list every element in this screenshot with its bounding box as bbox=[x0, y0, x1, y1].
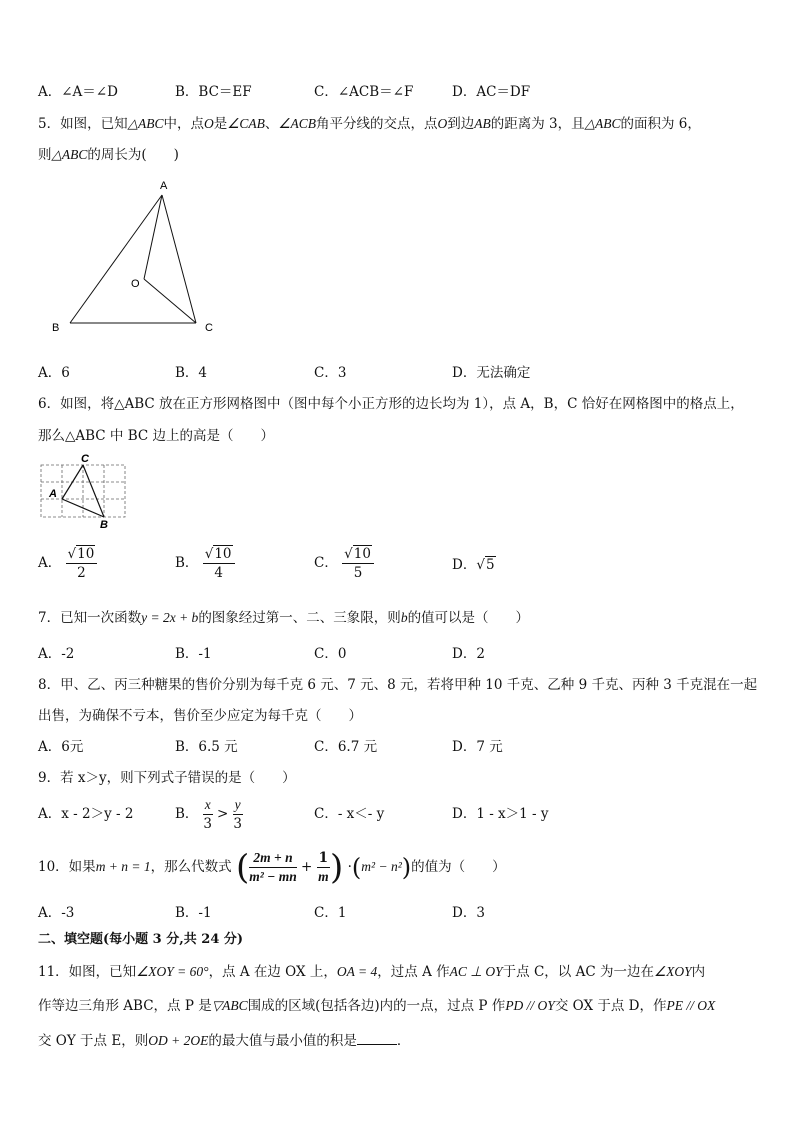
q5-option-d: D．无法确定 bbox=[452, 365, 531, 381]
q10-option-b: B．-1 bbox=[175, 905, 212, 921]
q11-stem-line2: 作等边三角形 ABC，点 P 是▽ABC围成的区域(包括各边)内的一点，过点 P 作PD // OY交 OX 于点 D，作PE // OX bbox=[38, 998, 716, 1014]
q8-stem-line2: 出售，为确保不亏本，售价至少应定为每千克（ ） bbox=[38, 708, 362, 724]
q6-stem-line2: 那么△ABC 中 BC 边上的高是（ ） bbox=[38, 428, 275, 444]
q6-stem-line1: 6．如图，将△ABC 放在正方形网格图中（图中每个小正方形的边长均为 1），点 A，B，C 恰好在网格图中的格点上， bbox=[38, 396, 744, 412]
q5-label-b: B bbox=[52, 322, 60, 334]
q6-option-b: B． $\frac{√10}{4}$ bbox=[175, 545, 235, 582]
q6-option-c: C． $\frac{√10}{5}$ bbox=[314, 545, 374, 582]
section-2-heading: 二、填空题(每小题 3 分,共 24 分) bbox=[38, 932, 244, 947]
q8-stem-line1: 8．甲、乙、丙三种糖果的售价分别为每千克 6 元、7 元、8 元，若将甲种 10 千克、乙种 9 千克、丙种 3 千克混在一起 bbox=[38, 677, 758, 693]
q4-option-d: D．AC＝DF bbox=[452, 84, 531, 100]
q7-option-b: B．-1 bbox=[175, 646, 212, 662]
q5-label-c: C bbox=[205, 322, 213, 334]
q8-option-b: B．6.5 元 bbox=[175, 739, 238, 755]
q8-option-a: A．6元 bbox=[38, 739, 84, 755]
q6-label-c: C bbox=[81, 453, 89, 465]
q7-option-a: A．-2 bbox=[38, 646, 75, 662]
q7-option-d: D．2 bbox=[452, 646, 485, 662]
q5-option-c: C．3 bbox=[314, 365, 347, 381]
q5-option-a: A．6 bbox=[38, 365, 70, 381]
q6-grid-figure bbox=[36, 452, 136, 532]
q5-label-a: A bbox=[160, 180, 168, 192]
q10-option-c: C．1 bbox=[314, 905, 347, 921]
q5-side-ac bbox=[162, 195, 196, 323]
q7-stem: 7．已知一次函数y = 2x + b的图象经过第一、二、三象限，则b的值可以是（ ） bbox=[38, 610, 530, 626]
q5-stem-line2: 则△ABC的周长为( ) bbox=[38, 147, 179, 163]
q6-label-a: A bbox=[49, 488, 57, 500]
q9-option-a: A．x - 2＞y - 2 bbox=[38, 806, 134, 822]
q11-stem-line1: 11．如图，已知∠XOY = 60°，点 A 在边 OX 上，OA = 4，过点 A 作AC ⊥ OY于点 C，以 AC 为一边在∠XOY内 bbox=[38, 964, 706, 980]
q10-option-d: D．3 bbox=[452, 905, 485, 921]
q10-option-a: A．-3 bbox=[38, 905, 75, 921]
q5-segment-oc bbox=[144, 279, 196, 323]
q6-option-a: A． $\frac{√10}{2}$ bbox=[38, 545, 97, 582]
q8-option-d: D．7 元 bbox=[452, 739, 503, 755]
q9-option-c: C．- x＜- y bbox=[314, 806, 385, 822]
q5-label-o: O bbox=[131, 278, 140, 290]
q9-option-d: D．1 - x＞1 - y bbox=[452, 806, 549, 822]
q5-triangle-figure bbox=[40, 175, 230, 340]
q9-stem: 9．若 x＞y，则下列式子错误的是（ ） bbox=[38, 770, 296, 786]
q10-stem: 10．如果m + n = 1，那么代数式 ( $\frac{2m + n}{\text{m² − mn}}$ + $\frac{1}{m}$ ) ·(m² − n²)的值为（ ） bbox=[38, 847, 506, 888]
answer-blank[interactable] bbox=[357, 1030, 397, 1045]
q8-option-c: C．6.7 元 bbox=[314, 739, 378, 755]
q6-side-ca bbox=[62, 465, 83, 499]
q6-option-d: D．√5 bbox=[452, 557, 495, 573]
q4-option-c: C．∠ACB＝∠F bbox=[314, 84, 414, 100]
q9-option-b: B． $\frac{x}{3}$ > $\frac{y}{3}$ bbox=[175, 797, 242, 832]
q5-option-b: B．4 bbox=[175, 365, 208, 381]
q11-stem-line3: 交 OY 于点 E，则OD + 2OE的最大值与最小值的积是 ． bbox=[38, 1030, 410, 1051]
q4-option-a: A．∠A＝∠D bbox=[38, 84, 118, 100]
q7-option-c: C．0 bbox=[314, 646, 347, 662]
q4-option-b: B．BC＝EF bbox=[175, 84, 252, 100]
q6-label-b: B bbox=[100, 519, 108, 531]
q5-stem-line1: 5．如图，已知△ABC中，点O是∠CAB、∠ACB角平分线的交点，点O到边AB的距离为 3，且△ABC的面积为 6， bbox=[38, 116, 701, 132]
